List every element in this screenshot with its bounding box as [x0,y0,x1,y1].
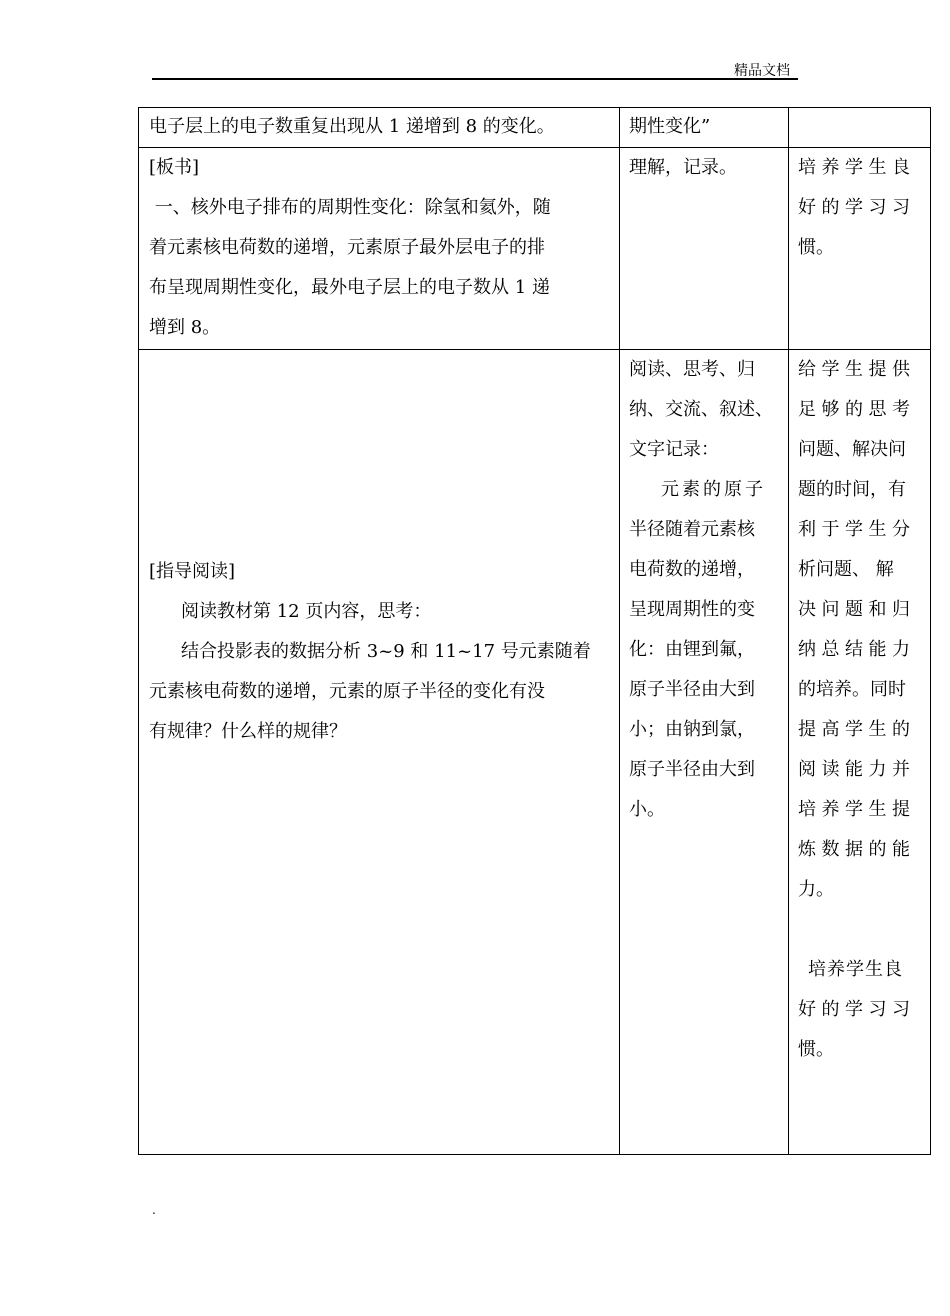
blackboard-label: [板书] [149,157,200,178]
row3-intent-line: 好的学习习 [798,999,916,1020]
row3-student-line: 纳、交流、叙述、 [629,399,773,420]
row3-intent-line: 提高学生的 [798,719,916,740]
table-border-left [138,107,139,1155]
row3-student-line: 呈现周期性的变 [629,599,755,620]
header-rule [152,78,798,80]
row3-student-line: 电荷数的递增， [629,559,755,580]
row3-student-line: 元素的原子 [661,479,766,500]
row3-intent-line: 的培养。同时 [798,679,906,700]
row3-intent-line: 足够的思考 [798,399,916,420]
table-border-bottom [138,1154,931,1155]
row3-activity-line: 元素核电荷数的递增，元素的原子半径的变化有没 [149,681,545,702]
row3-intent-line: 培养学生提 [798,799,916,820]
row3-intent-line: 问题、解决问 [798,439,906,460]
row3-intent-line: 培养学生良 [808,959,903,980]
row2-activity-line: 布呈现周期性变化，最外电子层上的电子数从 1 递 [149,277,550,298]
row2-intent-line: 好的学习习 [798,197,916,218]
row1-activity-text: 电子层上的电子数重复出现从 1 递增到 8 的变化。 [149,116,555,137]
row3-intent-line: 惯。 [798,1039,834,1060]
row2-intent-line: 培养学生良 [798,157,916,178]
row3-student-line: 半径随着元素核 [629,519,755,540]
row3-student-line: 化：由锂到氟， [629,639,755,660]
guided-reading-label: [指导阅读] [149,561,236,582]
row2-activity-line: 着元素核电荷数的递增，元素原子最外层电子的排 [149,237,545,258]
row3-intent-line: 析问题、 解 [798,559,894,580]
row2-intent-line: 惯。 [798,237,834,258]
row2-activity-line: 一、核外电子排布的周期性变化：除氢和氦外，随 [149,197,551,218]
row3-student-line: 阅读、思考、归 [629,359,755,380]
row3-student-line: 文字记录： [629,439,719,460]
table-border-col1 [619,107,620,1155]
row2-student-text: 理解，记录。 [629,157,737,178]
row3-intent-line: 力。 [798,879,834,900]
row3-activity-line: 有规律？什么样的规律？ [149,721,347,742]
row3-student-line: 原子半径由大到 [629,759,755,780]
row3-student-line: 小。 [629,799,665,820]
row3-student-line: 小；由钠到氯， [629,719,755,740]
row1-student-text: 期性变化” [629,116,711,137]
row3-intent-line: 题的时间，有 [798,479,906,500]
row3-intent-line: 决问题和归 [798,599,916,620]
row3-activity-line: 结合投影表的数据分析 3~9 和 11~17 号元素随着 [181,641,591,662]
table-border-col2 [788,107,789,1155]
row3-intent-line: 利于学生分 [798,519,916,540]
table-border-right [930,107,931,1155]
row3-student-line: 原子半径由大到 [629,679,755,700]
row2-activity-line: 增到 8。 [149,317,221,338]
page-header-title: 精品文档 [734,63,790,79]
row3-intent-line: 给学生提供 [798,359,916,380]
row3-intent-line: 纳总结能力 [798,639,916,660]
footer-mark: . [152,1203,156,1217]
row3-activity-line: 阅读教材第 12 页内容，思考： [181,601,432,622]
row3-intent-line: 阅读能力并 [798,759,916,780]
row3-intent-line: 炼数据的能 [798,839,916,860]
